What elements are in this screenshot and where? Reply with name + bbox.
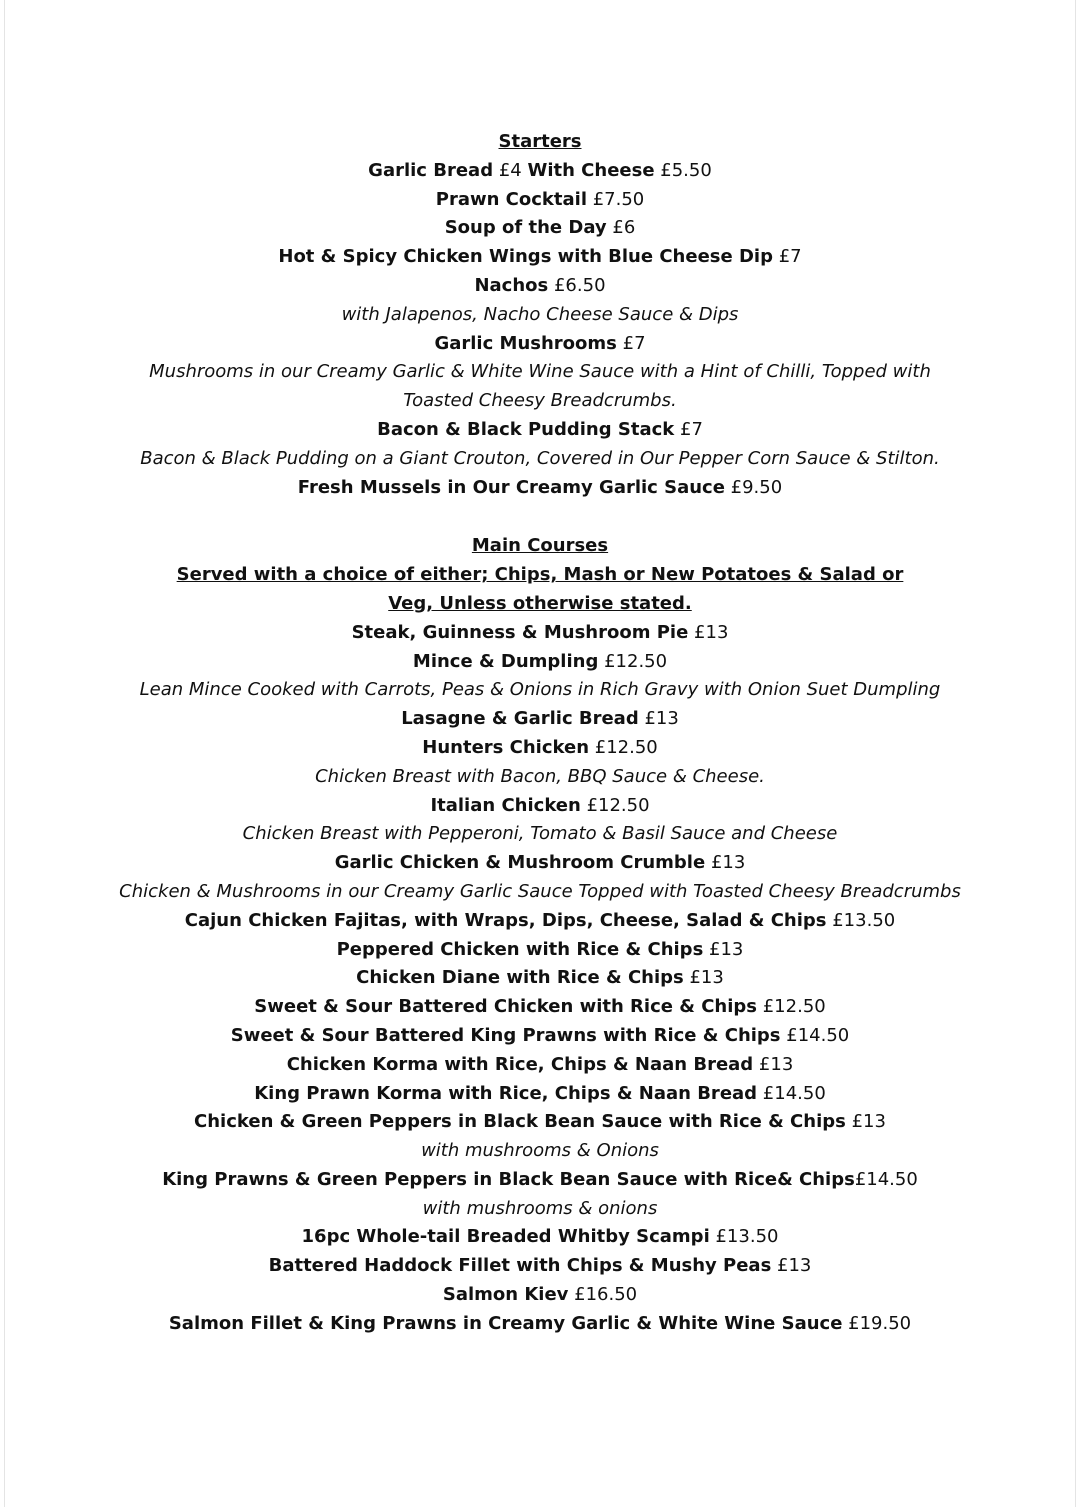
menu-item-scampi: [5, 1223, 1075, 1252]
item-name: Fresh Mussels in Our Creamy Garlic Sauce: [297, 476, 725, 498]
item-name: Bacon & Black Pudding Stack: [377, 418, 675, 440]
item-name: Garlic Bread: [368, 159, 494, 181]
item-price: £7: [680, 418, 703, 440]
serving-note: Served with a choice of either; Chips, Mash or New Potatoes & Salad or Veg, Unless otherwise stated.: [176, 564, 904, 614]
item-price: £14.50: [762, 1082, 826, 1104]
section-spacer: [5, 502, 1075, 532]
item-name: Cajun Chicken Fajitas, with Wraps, Dips, Cheese, Salad & Chips: [184, 909, 827, 931]
item-price: £13.50: [715, 1226, 779, 1248]
item-option: With Cheese: [527, 159, 655, 181]
menu-item-lasagne: [5, 705, 1075, 734]
item-description: Chicken & Mushrooms in our Creamy Garlic Sauce Topped with Toasted Cheesy Breadcrumbs: [119, 880, 961, 902]
item-name: Chicken & Green Peppers in Black Bean Sauce with Rice & Chips: [194, 1111, 846, 1133]
menu-content: [5, 128, 1075, 1339]
item-price: £13: [689, 967, 724, 989]
item-description: Chicken Breast with Bacon, BBQ Sauce & Cheese.: [315, 765, 765, 787]
item-name: Hunters Chicken: [422, 736, 590, 758]
item-name: Hot & Spicy Chicken Wings with Blue Cheese Dip: [278, 246, 773, 268]
item-price: £13: [644, 708, 679, 730]
menu-item-mince: [5, 648, 1075, 677]
item-description: with mushrooms & Onions: [421, 1140, 659, 1162]
starters-heading: Starters: [498, 131, 582, 152]
menu-item-haddock: [5, 1252, 1075, 1281]
item-name: Mince & Dumpling: [412, 650, 599, 672]
item-price: £7.50: [592, 188, 645, 210]
item-price: £7: [622, 332, 646, 354]
item-name: Garlic Mushrooms: [434, 332, 617, 354]
menu-item-italian: [5, 792, 1075, 821]
item-price: £6.50: [553, 274, 606, 296]
menu-item-chicken-korma: [5, 1051, 1075, 1080]
item-price: £12.50: [586, 794, 650, 816]
item-description: with Jalapenos, Nacho Cheese Sauce & Dips: [341, 303, 739, 325]
item-name: 16pc Whole-tail Breaded Whitby Scampi: [301, 1226, 710, 1248]
item-name: Chicken Diane with Rice & Chips: [356, 967, 684, 989]
menu-page: [4, 0, 1076, 1507]
item-price: £7: [778, 246, 802, 268]
menu-item-salmon-kiev: [5, 1281, 1075, 1310]
menu-item-crumble: [5, 849, 1075, 878]
menu-item-sweet-sour-chicken: [5, 993, 1075, 1022]
item-price: £12.50: [604, 650, 668, 672]
menu-item-salmon-prawns: [5, 1310, 1075, 1339]
item-description: Mushrooms in our Creamy Garlic & White Wine Sauce with a Hint of Chilli, Topped with: [149, 361, 931, 383]
item-price: £9.50: [730, 476, 783, 498]
item-price: £13: [777, 1255, 812, 1277]
menu-item-black-bean-chicken: [5, 1108, 1075, 1137]
item-name: Nachos: [474, 274, 549, 296]
item-price: £19.50: [848, 1312, 912, 1334]
item-price: £13: [710, 852, 746, 874]
menu-item-garlic-bread: [5, 157, 1075, 186]
item-price: £12.50: [762, 996, 826, 1018]
menu-item-sweet-sour-prawns: [5, 1022, 1075, 1051]
item-price: £13: [694, 621, 729, 643]
item-name: Soup of the Day: [444, 217, 607, 239]
item-name: Salmon Fillet & King Prawns in Creamy Garlic & White Wine Sauce: [168, 1312, 843, 1334]
item-name: King Prawns & Green Peppers in Black Bean Sauce with Rice& Chips: [162, 1168, 855, 1190]
item-name: Prawn Cocktail: [435, 188, 587, 210]
menu-item-steak-pie: [5, 619, 1075, 648]
item-price: £12.50: [594, 736, 658, 758]
item-name: Italian Chicken: [430, 794, 581, 816]
item-price: £4: [498, 159, 522, 181]
menu-item-peppered: [5, 936, 1075, 965]
menu-item-nachos: [5, 272, 1075, 301]
item-description: Lean Mince Cooked with Carrots, Peas & Onions in Rich Gravy with Onion Suet Dumpling: [139, 679, 941, 701]
item-name: Peppered Chicken with Rice & Chips: [336, 938, 704, 960]
item-name: Salmon Kiev: [442, 1284, 569, 1306]
item-price: £13: [758, 1053, 794, 1075]
item-description: Bacon & Black Pudding on a Giant Crouton, Covered in Our Pepper Corn Sauce & Stilton.: [140, 447, 940, 469]
item-price: £14.50: [786, 1024, 850, 1046]
item-price: £13.50: [832, 909, 896, 931]
menu-item-garlic-mushrooms: [5, 330, 1075, 359]
item-description: Chicken Breast with Pepperoni, Tomato & Basil Sauce and Cheese: [242, 823, 838, 845]
item-name: King Prawn Korma with Rice, Chips & Naan Bread: [254, 1082, 758, 1104]
item-name: Sweet & Sour Battered Chicken with Rice & Chips: [254, 996, 757, 1018]
item-name: Garlic Chicken & Mushroom Crumble: [334, 852, 706, 874]
item-price: £14.50: [854, 1168, 918, 1190]
menu-item-bacon-stack: [5, 416, 1075, 445]
item-price: £6: [612, 217, 636, 239]
item-name: Battered Haddock Fillet with Chips & Mushy Peas: [268, 1255, 772, 1277]
item-description: with mushrooms & onions: [422, 1197, 658, 1219]
item-price: £16.50: [574, 1284, 638, 1306]
menu-item-wings: [5, 243, 1075, 272]
menu-item-mussels: [5, 474, 1075, 503]
menu-item-diane: [5, 964, 1075, 993]
menu-item-fajitas: [5, 907, 1075, 936]
item-description: Toasted Cheesy Breadcrumbs.: [403, 390, 677, 412]
menu-item-soup: [5, 214, 1075, 243]
item-name: Steak, Guinness & Mushroom Pie: [351, 621, 689, 643]
menu-item-prawn-cocktail: [5, 186, 1075, 215]
item-price: £13: [709, 938, 744, 960]
menu-item-hunters: [5, 734, 1075, 763]
menu-item-prawn-korma: [5, 1080, 1075, 1109]
main-courses-heading: Main Courses: [471, 535, 609, 557]
item-option-price: £5.50: [660, 159, 712, 181]
item-name: Lasagne & Garlic Bread: [401, 708, 639, 730]
item-name: Chicken Korma with Rice, Chips & Naan Bread: [286, 1053, 754, 1075]
item-name: Sweet & Sour Battered King Prawns with Rice & Chips: [230, 1024, 781, 1046]
item-price: £13: [851, 1111, 886, 1133]
menu-item-black-bean-prawns: [5, 1166, 1075, 1195]
